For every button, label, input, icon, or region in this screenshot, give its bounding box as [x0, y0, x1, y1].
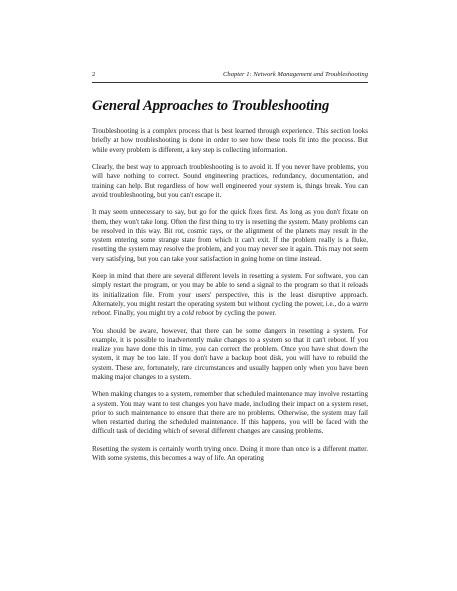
paragraph-text: by cycling the power.	[213, 309, 277, 318]
emphasis-term: warm reboot	[92, 299, 368, 318]
paragraph: You should be aware, however, that there can be some dangers in resetting a system. For example, it is possible to inadvertently make changes to a system so that it can't reboot. If you realize you have done this in time, you can correct the problem. Once you have shut down the system, it may be too late. If you don't have a backup boot disk, you will have to rebuild the system. These are, fortunately, rare circumstances and usually happen only when you have been making major changes to a system.	[92, 326, 368, 381]
emphasis-term: cold reboot	[181, 309, 214, 318]
paragraph-text: Keep in mind that there are several different levels in resetting a system. For software, you can simply restart the program, or you may be able to send a signal to the program so that it reloads its initialization file. From your users' perspective, this is the least disruptive approach. Alternately, you might restart the operating system but without cycling the power, i.e., do a	[92, 272, 368, 308]
running-header	[92, 70, 368, 83]
book-page	[92, 70, 368, 472]
paragraph: Clearly, the best way to approach troubleshooting is to avoid it. If you never have problems, you will have nothing to correct. Sound engineering practices, redundancy, documentation, and training can help. But regardless of how well engineered your system is, things break. You can avoid troubleshooting, but you can't escape it.	[92, 163, 368, 199]
chapter-title: Chapter 1: Network Management and Troubleshooting	[223, 71, 368, 78]
paragraph: Resetting the system is certainly worth trying once. Doing it more than once is a different matter. With some systems, this becomes a way of life. An operating	[92, 445, 368, 463]
section-title: General Approaches to Troubleshooting	[92, 98, 330, 114]
paragraph	[92, 272, 368, 318]
paragraph-text: . Finally, you might try a	[110, 309, 182, 318]
page-number: 2	[92, 71, 96, 78]
paragraph: Troubleshooting is a complex process that is best learned through experience. This section looks briefly at how troubleshooting is done in order to see how these tools fit into the process. But while every problem is different, a key step is collecting information.	[92, 127, 368, 154]
paragraph: It may seem unnecessary to say, but go for the quick fixes first. As long as you don't fixate on them, they won't take long. Often the first thing to try is resetting the system. Many problems can be resolved in this way. Bit rot, cosmic rays, or the alignment of the planets may result in the system entering some strange state from which it can't exit. If the problem really is a fluke, resetting the system may resolve the problem, and you may never see it again. This may not seem very satisfying, but you can take your satisfaction in going home on time instead.	[92, 208, 368, 263]
paragraph: When making changes to a system, remember that scheduled maintenance may involve restarting a system. You may want to test changes you have made, including their impact on a system reset, prior to such maintenance to ensure that there are no problems. Otherwise, the system may fail when restarted during the scheduled maintenance. If this happens, you will be faced with the difficult task of deciding which of several different changes are causing problems.	[92, 390, 368, 436]
